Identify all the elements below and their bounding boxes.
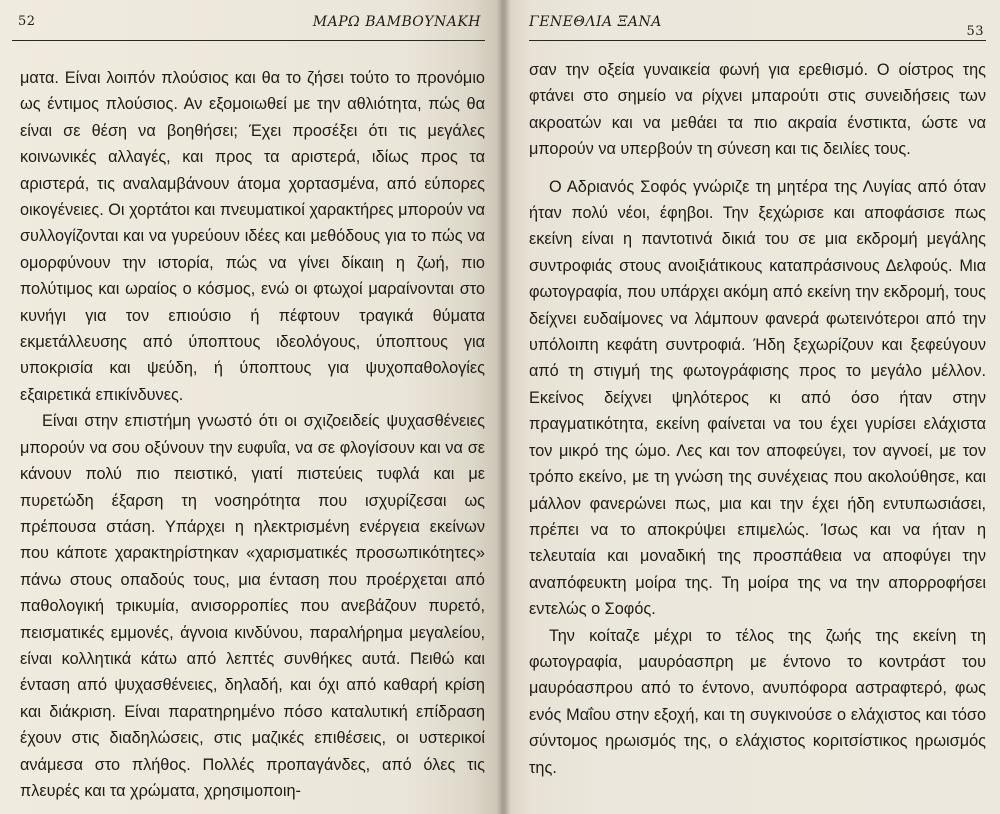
left-page-header	[12, 10, 485, 41]
right-page	[503, 0, 1000, 814]
right-paragraph-1: σαν την οξεία γυναικεία φωνή για ερεθισμό. Ο οίστρος της φτάνει στο σημείο να ρίχνει μπαρούτι στις συνειδήσεις των ακροατών και να μεθάει τα πιο ακραία ένστικτα, ώστε να μπορούν να υπερβούν τη σύνεση και τις δειλίες τους.	[529, 61, 986, 159]
left-page-number: 52	[18, 14, 36, 29]
left-running-header: ΜΑΡΩ ΒΑΜΒΟΥΝΑΚΗ	[312, 14, 481, 30]
book-gutter-shadow	[497, 0, 511, 814]
left-page-text	[12, 65, 485, 804]
right-page-header	[529, 10, 986, 41]
right-page-text	[529, 57, 986, 781]
right-paragraph-2: Ο Αδριανός Σοφός γνώριζε τη μητέρα της Λυγίας από όταν ήταν πολύ νέοι, έφηβοι. Την ξεχώρισε και αποφάσισε πως εκείνη είναι η παντοτινά δικιά του σε μια εκδρομή μεγάλης συντροφιάς στους ανοιξιάτικους καταπράσινους Δελφούς. Μια φωτογραφία, που υπάρχει ακόμη από εκείνη την εκδρομή, τους δείχνει ευδαίμονες να λάμπουν φανερά φωτεινότεροι από την υπόλοιπη κεφάτη συντροφιά. Ήδη ξεχωρίζουν και ξεφεύγουν από τη στιγμή της φωτογράφισης προς το μεγάλο μέλλον. Εκείνος δείχνει ψηλότερος κι από όσο ήταν στην πραγματικότητα, εκείνη φαίνεται να του έχει γυρίσει ελάχιστα τον μικρό της ώμο. Λες και τον αποφεύγει, τον αγνοεί, με τον τρόπο εκείνο, με τη γνώση της συνέχειας που ακολούθησε, και μάλλον φανερώνει πως, μια και την έχει ήδη εντυπωσιάσει, πρέπει να το αποκρύψει επιμελώς. Ίσως και να ήταν η τελευταία και μοναδική της προσπάθεια να αποφύγει την αναπόφευκτη μοίρα της. Τη μοίρα της να την απορροφήσει εντελώς ο Σοφός.	[529, 177, 986, 619]
right-page-number: 53	[966, 24, 984, 39]
left-paragraph-1: ματα. Είναι λοιπόν πλούσιος και θα το ζήσει τούτο το προνόμιο ως έντιμος πλούσιος. Αν εξομοιωθεί με την αθλιότητα, πώς θα είναι σε θέση να βοηθήσει; Έχει προσέξει ότι τις μεγάλες κοινωνικές αλλαγές, και προς τα αριστερά, ιδίως προς τα αριστερά, τις αναλαμβάνουν άτομα χορτασμένα, από εύπορες οικογένειες. Οι χορτάτοι και πνευματικοί χαρακτήρες μπορούν να συλλογίζονται και να γυρεύουν ιδέες και μεθόδους για το πώς να ομορφύνουν την ιστορία, πώς να γίνει δίκαιη η ζωή, πιο πολύτιμος και ωραίος ο κόσμος, ενώ οι φτωχοί μαραίνονται στο κυνήγι για τον επιούσιο ή πέφτουν τραγικά θύματα εκμετάλλευσης από ύποπτους ιδεολόγους, ύποπτους για υποκρισία και ψεύδη, ή ύποπτους για ψυχοπαθολογίες εξαιρετικά επικίνδυνες.	[20, 69, 485, 404]
left-paragraph-2: Είναι στην επιστήμη γνωστό ότι οι σχιζοειδείς ψυχασθένειες μπορούν να σου οξύνουν την ευφυΐα, να σε φλογίσουν και να σε κάνουν πολύ πιο πειστικό, γιατί πιστεύεις τυφλά και με πυρετώδη έξαρση τη νοσηρότητα που ισχυρίζεσαι ως πρέπουσα στάση. Υπάρχει η ηλεκτρισμένη ενέργεια εκείνων που κάποτε χαρακτηρίστηκαν «χαρισματικές προσωπικότητες» πάνω στους οπαδούς τους, μια ένταση που προέρχεται από παθολογική τρικυμία, ανισορροπίες που ανεβάζουν πυρετό, πεισματικές εμμονές, άγνοια κινδύνου, παραλήρημα μεγαλείου, είναι κολλητικά κάτω από λεπτές συνθήκες αυτά. Πειθώ και ένταση από ψυχασθένειες, δηλαδή, και όχι από καθαρή κρίση και διάκριση. Είναι παρατηρημένο πόσο καταλυτική επίδραση έχουν στις διαδηλώσεις, στις μαζικές επιθέσεις, οι υστερικοί ανάμεσα στο πλήθος. Πολλές προπαγάνδες, από όλες τις πλευρές και τα χρώματα, χρησιμοποιη-	[20, 412, 485, 800]
right-paragraph-3: Την κοίταζε μέχρι το τέλος της ζωής της εκείνη τη φωτογραφία, μαυρόασπρη με έντονο το κοντράστ του μαυρόασπρου από το έντονο, ανυπόφορα αστραφτερό, φως ενός Μαΐου στην εξοχή, και τη συγκινούσε ο ελάχιστος και τόσο σύντομος ηρωισμός της, ο ελάχιστος κοριτσίστικος ηρωισμός της.	[529, 626, 986, 777]
right-running-header: ΓΕΝΕΘΛΙΑ ΞΑΝΑ	[529, 14, 662, 30]
